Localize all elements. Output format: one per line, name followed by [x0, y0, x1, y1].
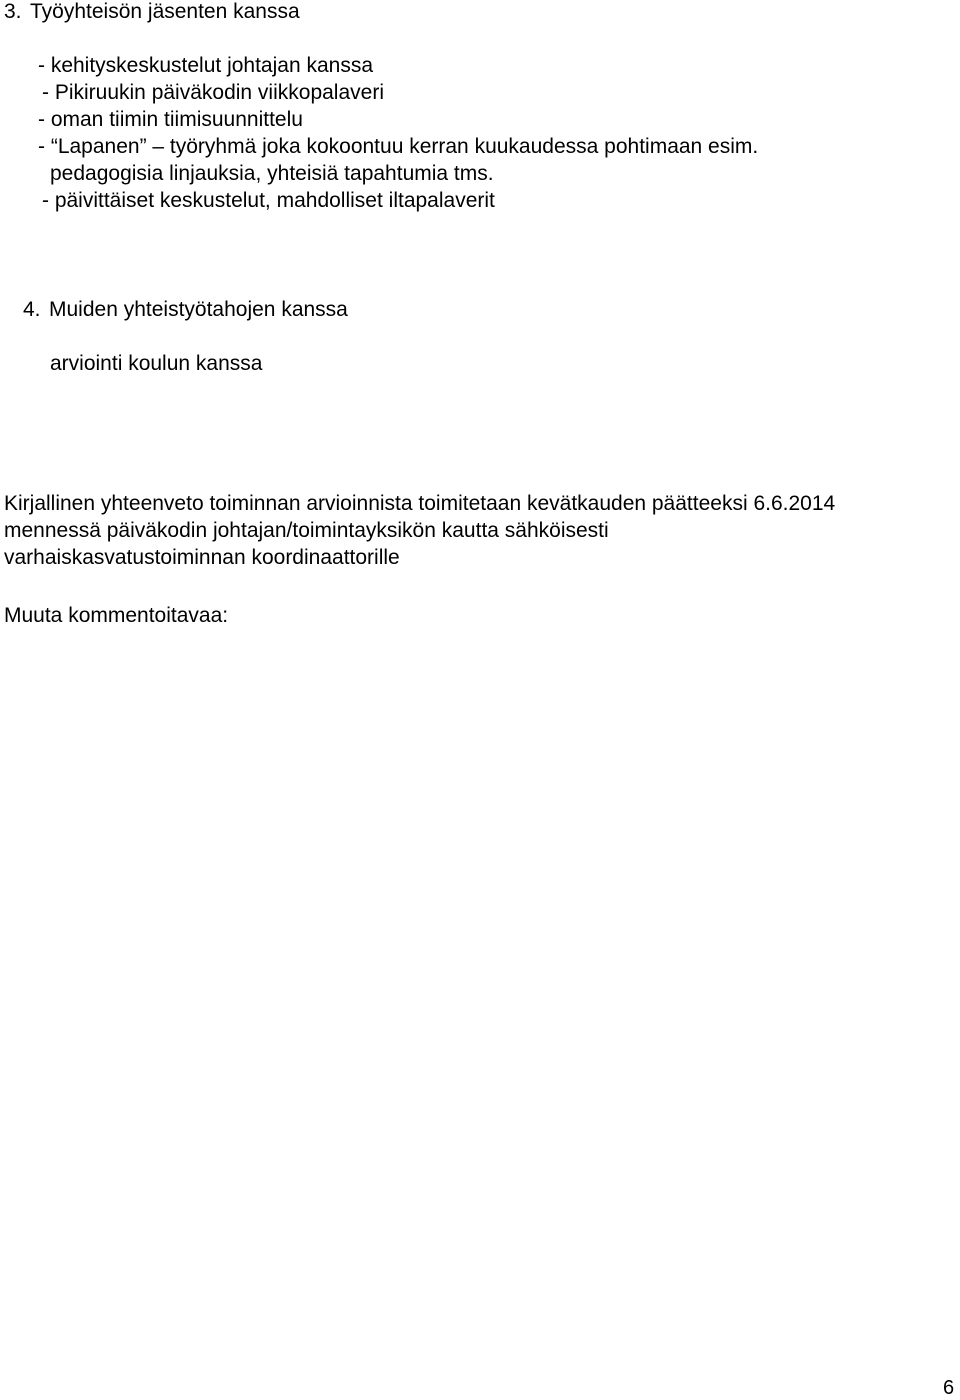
list-item: - Pikiruukin päiväkodin viikkopalaveri	[42, 81, 384, 104]
section-3-number: 3.	[4, 0, 22, 23]
summary-line: Kirjallinen yhteenveto toiminnan arvioinnista toimitetaan kevätkauden päätteeksi 6.6.2014	[4, 492, 836, 515]
section-3-heading	[4, 0, 300, 25]
list-item: - “Lapanen” – työryhmä joka kokoontuu kerran kuukaudessa pohtimaan esim.	[38, 135, 759, 158]
section-4-number: 4.	[23, 298, 41, 321]
page-number: 6	[943, 1377, 955, 1399]
list-item: - päivittäiset keskustelut, mahdolliset iltapalaverit	[42, 189, 495, 212]
summary-line: varhaiskasvatustoiminnan koordinaattorille	[4, 546, 400, 569]
list-item: - kehityskeskustelut johtajan kanssa	[38, 54, 374, 77]
list-item: - oman tiimin tiimisuunnittelu	[38, 108, 303, 131]
section-4-title: Muiden yhteistyötahojen kanssa	[49, 298, 348, 321]
other-comments-label: Muuta kommentoitavaa:	[4, 604, 229, 627]
section-4-heading	[23, 296, 348, 323]
summary-line: mennessä päiväkodin johtajan/toimintayksikön kautta sähköisesti	[4, 519, 609, 542]
list-item-continuation: pedagogisia linjauksia, yhteisiä tapahtumia tms.	[50, 162, 494, 185]
section-3-title: Työyhteisön jäsenten kanssa	[30, 0, 300, 23]
section-4-subtext: arviointi koulun kanssa	[50, 352, 263, 375]
